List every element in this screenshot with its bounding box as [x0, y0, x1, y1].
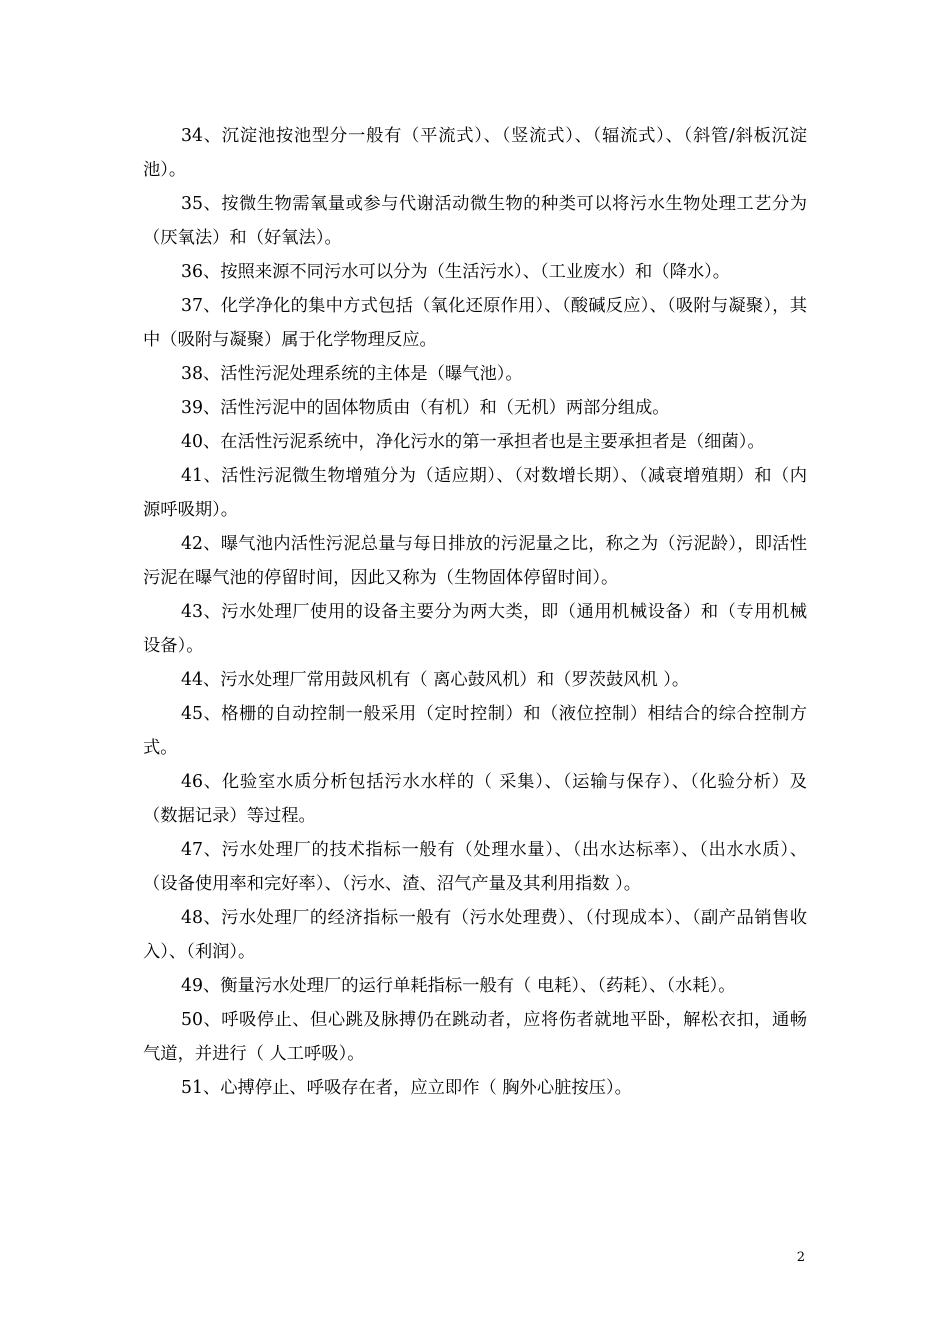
question-51: 51、心搏停止、呼吸存在者，应立即作（ 胸外心脏按压）。 — [181, 1078, 632, 1098]
question-40: 40、在活性污泥系统中，净化污水的第一承担者也是主要承担者是（细菌）。 — [181, 432, 765, 452]
question-47: 47、污水处理厂的技术指标一般有（处理水量）、（出水达标率）、（出水水质）、（设备使用率和完好率）、（污水、渣、沼气产量及其利用指数 ）。 — [143, 840, 807, 894]
question-35: 35、按微生物需氧量或参与代谢活动微生物的种类可以将污水生物处理工艺分为（厌氧法）和（好氧法）。 — [143, 194, 807, 248]
question-36: 36、按照来源不同污水可以分为（生活污水）、（工业废水）和（降水）。 — [181, 262, 731, 282]
question-46: 46、化验室水质分析包括污水水样的（ 采集）、（运输与保存）、（化验分析）及（数据记录）等过程。 — [143, 772, 807, 826]
question-42: 42、曝气池内活性污泥总量与每日排放的污泥量之比，称之为（污泥龄），即活性污泥在曝气池的停留时间，因此又称为（生物固体停留时间）。 — [143, 534, 807, 588]
question-41: 41、活性污泥微生物增殖分为（适应期）、（对数增长期）、（减衰增殖期）和（内源呼吸期）。 — [143, 466, 807, 520]
question-49: 49、衡量污水处理厂的运行单耗指标一般有（ 电耗）、（药耗）、（水耗）。 — [181, 976, 736, 996]
question-39: 39、活性污泥中的固体物质由（有机）和（无机）两部分组成。 — [181, 398, 670, 418]
document-body — [143, 119, 807, 1105]
question-37: 37、化学净化的集中方式包括（氧化还原作用）、（酸碱反应）、（吸附与凝聚），其中（吸附与凝聚）属于化学物理反应。 — [143, 296, 807, 350]
question-44: 44、污水处理厂常用鼓风机有（ 离心鼓风机）和（罗茨鼓风机 ）。 — [181, 670, 690, 690]
question-38: 38、活性污泥处理系统的主体是（曝气池）。 — [181, 364, 523, 384]
question-50: 50、呼吸停止、但心跳及脉搏仍在跳动者，应将伤者就地平卧，解松衣扣，通畅气道，并进行（ 人工呼吸）。 — [143, 1010, 807, 1064]
question-34: 34、沉淀池按池型分一般有（平流式）、（竖流式）、（辐流式）、（斜管/斜板沉淀池）。 — [143, 126, 807, 180]
question-43: 43、污水处理厂使用的设备主要分为两大类，即（通用机械设备）和（专用机械设备）。 — [143, 602, 807, 656]
question-48: 48、污水处理厂的经济指标一般有（污水处理费）、（付现成本）、（副产品销售收入）、（利润）。 — [143, 908, 807, 962]
question-45: 45、格栅的自动控制一般采用（定时控制）和（液位控制）相结合的综合控制方式。 — [143, 704, 807, 758]
page-number: 2 — [796, 1250, 805, 1265]
